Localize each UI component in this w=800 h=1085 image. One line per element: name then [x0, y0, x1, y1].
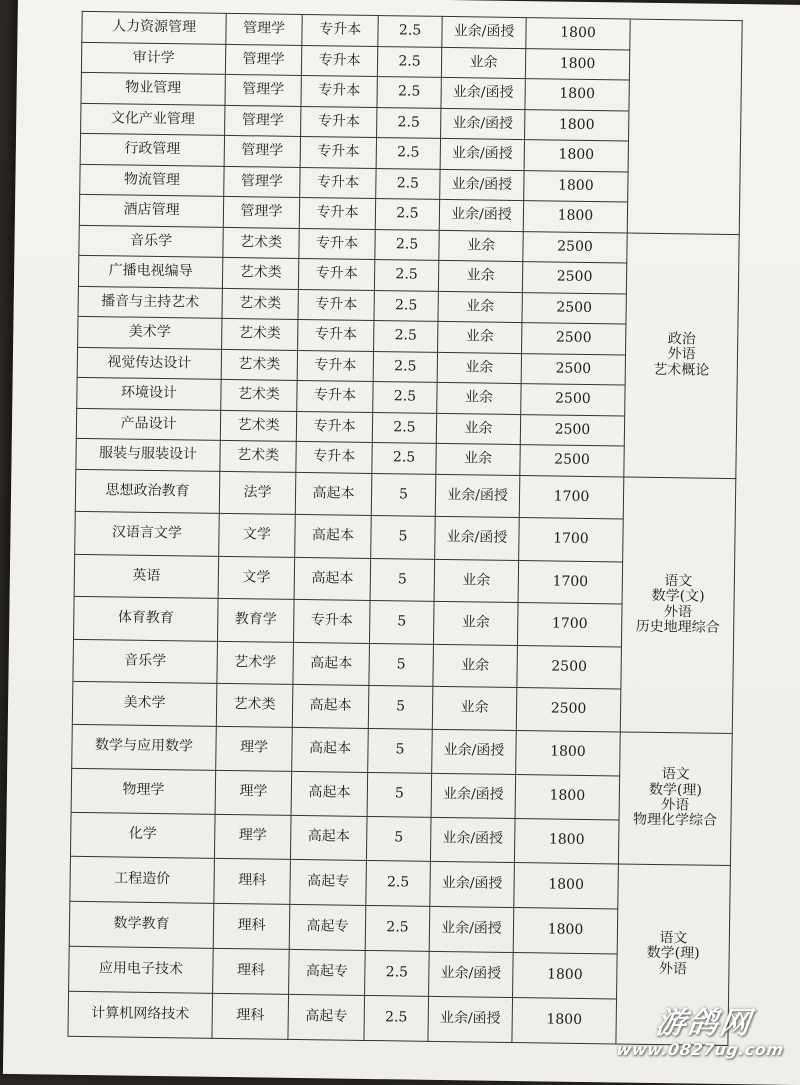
fee-cell: 2500: [517, 645, 622, 689]
exam-subject: 语文: [661, 766, 690, 783]
fee-cell: 2500: [516, 688, 621, 732]
mode-cell: 业余/函授: [440, 138, 524, 170]
years-cell: 2.5: [377, 77, 441, 108]
major-cell: 服装与服装设计: [76, 438, 220, 471]
category-cell: 理学: [216, 726, 293, 771]
fee-cell: 2500: [522, 262, 626, 294]
mode-cell: 业余/函授: [435, 474, 520, 518]
exam-subjects-cell: [618, 731, 732, 865]
major-cell: 化学: [70, 812, 215, 858]
fee-cell: 1700: [517, 603, 622, 647]
years-cell: 2.5: [374, 290, 438, 321]
years-cell: 5: [371, 515, 436, 558]
mode-cell: 业余: [433, 644, 518, 688]
years-cell: 2.5: [376, 168, 440, 199]
major-cell: 汉语言文学: [75, 511, 220, 556]
mode-cell: 业余/函授: [441, 77, 525, 109]
level-cell: 专升本: [301, 106, 377, 138]
level-cell: 高起本: [293, 642, 370, 686]
exam-subject: 物理化学综合: [632, 812, 718, 830]
exam-subject: 外语: [658, 960, 688, 978]
level-cell: 专升本: [297, 380, 373, 412]
enrollment-table: [67, 11, 742, 1046]
category-cell: 管理学: [223, 196, 299, 228]
fee-cell: 1700: [518, 560, 623, 604]
major-cell: 美术学: [72, 681, 217, 726]
mode-cell: 业余: [438, 260, 522, 292]
mode-cell: 业余/函授: [439, 199, 523, 231]
mode-cell: 业余: [439, 230, 523, 262]
fee-cell: 2500: [521, 353, 625, 385]
mode-cell: 业余/函授: [441, 108, 525, 140]
major-cell: 物业管理: [81, 72, 225, 105]
mode-cell: 业余: [433, 601, 518, 645]
mode-cell: 业余: [438, 321, 522, 353]
fee-cell: 1800: [523, 201, 627, 233]
fee-cell: 1700: [519, 475, 624, 519]
mode-cell: 业余/函授: [430, 861, 515, 907]
mode-cell: 业余: [437, 382, 521, 414]
level-cell: 专升本: [293, 599, 370, 643]
exam-subject: 外语: [661, 797, 690, 814]
years-cell: 5: [368, 728, 433, 773]
major-cell: 应用电子技术: [69, 946, 214, 993]
level-cell: 高起本: [292, 684, 369, 728]
category-cell: 艺术类: [223, 227, 299, 259]
category-cell: 管理学: [225, 44, 301, 76]
level-cell: 高起本: [295, 472, 372, 516]
level-cell: 高起本: [292, 727, 369, 772]
mode-cell: 业余: [437, 352, 521, 384]
level-cell: 专升本: [298, 258, 374, 290]
category-cell: 理学: [215, 770, 292, 815]
exam-subject: 数学(文): [651, 588, 705, 605]
major-cell: 物理学: [71, 768, 216, 814]
category-cell: 艺术类: [220, 410, 296, 442]
mode-cell: 业余/函授: [429, 951, 514, 997]
mode-cell: 业余: [434, 559, 519, 603]
category-cell: 理科: [213, 948, 290, 994]
fee-cell: 1800: [525, 79, 629, 111]
years-cell: 2.5: [373, 381, 437, 412]
major-cell: 物流管理: [80, 164, 224, 197]
years-cell: 2.5: [375, 199, 439, 230]
level-cell: 专升本: [296, 441, 372, 473]
level-cell: 专升本: [301, 75, 377, 107]
fee-cell: 2500: [522, 323, 626, 355]
years-cell: 2.5: [366, 860, 431, 906]
mode-cell: 业余: [436, 413, 520, 445]
major-cell: 音乐学: [73, 639, 218, 684]
mode-cell: 业余/函授: [429, 906, 514, 952]
level-cell: 专升本: [302, 14, 378, 46]
category-cell: 管理学: [225, 74, 301, 106]
fee-cell: 2500: [522, 292, 626, 324]
watermark-url: www.0827ug.com: [615, 1040, 786, 1059]
years-cell: 5: [367, 772, 432, 817]
level-cell: 专升本: [301, 45, 377, 77]
watermark: [615, 1007, 789, 1059]
years-cell: 2.5: [377, 107, 441, 138]
level-cell: 专升本: [299, 228, 375, 260]
category-cell: 理学: [214, 814, 291, 859]
level-cell: 高起本: [295, 514, 372, 558]
years-cell: 5: [368, 685, 433, 728]
fee-cell: 1800: [513, 952, 618, 998]
fee-cell: 2500: [523, 231, 627, 263]
years-cell: 2.5: [374, 321, 438, 352]
level-cell: 高起本: [294, 557, 371, 601]
years-cell: 2.5: [365, 950, 430, 996]
document-paper: [3, 0, 800, 1085]
level-cell: 专升本: [299, 197, 375, 229]
mode-cell: 业余/函授: [440, 169, 524, 201]
exam-subject: 语文: [659, 929, 688, 947]
category-cell: 管理学: [224, 166, 300, 198]
fee-cell: 1800: [525, 109, 629, 141]
fee-cell: 1800: [524, 170, 628, 202]
years-cell: 2.5: [364, 995, 429, 1041]
fee-cell: 2500: [520, 445, 624, 477]
years-cell: 5: [366, 816, 431, 861]
exam-subject: 政治: [667, 331, 696, 348]
mode-cell: 业余: [441, 47, 525, 79]
exam-subject: 语文: [664, 572, 693, 590]
category-cell: 艺术类: [222, 257, 298, 289]
category-cell: 教育学: [217, 598, 294, 642]
major-cell: 工程造价: [70, 856, 215, 903]
major-cell: 产品设计: [76, 408, 220, 441]
level-cell: 高起专: [290, 859, 367, 905]
category-cell: 艺术类: [220, 440, 296, 472]
category-cell: 理科: [212, 993, 289, 1039]
category-cell: 管理学: [226, 13, 302, 45]
level-cell: 高起专: [289, 949, 366, 995]
exam-subject: 外语: [663, 603, 693, 620]
fee-cell: 1700: [519, 518, 624, 562]
major-cell: 审计学: [81, 42, 225, 75]
category-cell: 艺术类: [216, 683, 293, 727]
fee-cell: 1800: [525, 48, 629, 80]
level-cell: 专升本: [300, 136, 376, 168]
years-cell: 2.5: [372, 442, 436, 473]
years-cell: 2.5: [378, 16, 442, 47]
level-cell: 专升本: [296, 411, 372, 443]
mode-cell: 业余/函授: [432, 729, 517, 774]
category-cell: 艺术类: [221, 349, 297, 381]
major-cell: 酒店管理: [79, 194, 223, 227]
mode-cell: 业余/函授: [430, 817, 515, 862]
years-cell: 5: [369, 600, 434, 643]
years-cell: 5: [371, 473, 436, 516]
major-cell: 英语: [74, 554, 219, 599]
exam-subject: 历史地理综合: [635, 618, 720, 636]
years-cell: 2.5: [376, 138, 440, 169]
exam-subject: 艺术概论: [653, 361, 710, 379]
category-cell: 管理学: [225, 105, 301, 137]
exam-subjects-cell: [624, 233, 739, 479]
exam-subject: 数学(理): [648, 781, 703, 799]
fee-cell: 1800: [512, 997, 617, 1043]
mode-cell: 业余/函授: [428, 996, 513, 1042]
mode-cell: 业余: [432, 686, 517, 730]
level-cell: 高起专: [289, 904, 366, 950]
years-cell: 5: [369, 643, 434, 686]
fee-cell: 1800: [514, 862, 619, 908]
level-cell: 专升本: [300, 167, 376, 199]
years-cell: 5: [370, 558, 435, 601]
exam-subject: 数学(理): [646, 945, 700, 962]
years-cell: 2.5: [377, 46, 441, 77]
category-cell: 艺术学: [217, 641, 294, 685]
fee-cell: 1800: [515, 774, 620, 819]
watermark-logo: 游鸽网: [653, 1006, 755, 1041]
major-cell: 环境设计: [77, 377, 221, 410]
exam-subject: 外语: [667, 346, 696, 363]
level-cell: 专升本: [298, 289, 374, 321]
fee-cell: 1800: [514, 818, 619, 863]
mode-cell: 业余: [438, 291, 522, 323]
major-cell: 行政管理: [80, 133, 224, 166]
category-cell: 文学: [219, 513, 296, 557]
years-cell: 2.5: [372, 412, 436, 443]
mode-cell: 业余/函授: [442, 16, 526, 48]
category-cell: 管理学: [224, 135, 300, 167]
years-cell: 2.5: [375, 229, 439, 260]
category-cell: 艺术类: [222, 318, 298, 350]
years-cell: 2.5: [374, 260, 438, 291]
major-cell: 思想政治教育: [75, 469, 220, 514]
exam-subjects-cell: [627, 19, 742, 234]
major-cell: 视觉传达设计: [77, 347, 221, 380]
fee-cell: 1800: [526, 18, 630, 50]
category-cell: 理科: [214, 858, 291, 904]
fee-cell: 2500: [521, 384, 625, 416]
category-cell: 艺术类: [221, 379, 297, 411]
major-cell: 音乐学: [79, 225, 223, 258]
major-cell: 广播电视编导: [78, 255, 222, 288]
fee-cell: 1800: [516, 730, 621, 775]
level-cell: 高起本: [290, 815, 367, 860]
level-cell: 专升本: [297, 350, 373, 382]
major-cell: 播音与主持艺术: [78, 286, 222, 319]
level-cell: 高起专: [288, 994, 365, 1040]
major-cell: 美术学: [78, 316, 222, 349]
fee-cell: 1800: [513, 907, 618, 953]
major-cell: 数学教育: [69, 901, 214, 948]
major-cell: 人力资源管理: [82, 11, 226, 44]
mode-cell: 业余: [436, 443, 520, 475]
major-cell: 计算机网络技术: [68, 991, 213, 1038]
level-cell: 高起本: [291, 771, 368, 816]
category-cell: 艺术类: [222, 288, 298, 320]
years-cell: 2.5: [373, 351, 437, 382]
mode-cell: 业余/函授: [431, 773, 516, 818]
category-cell: 文学: [218, 556, 295, 600]
exam-subjects-cell: [620, 477, 736, 734]
fee-cell: 1800: [524, 140, 628, 172]
level-cell: 专升本: [298, 319, 374, 351]
major-cell: 文化产业管理: [81, 103, 225, 136]
major-cell: 体育教育: [74, 596, 219, 641]
major-cell: 数学与应用数学: [72, 724, 217, 770]
category-cell: 法学: [219, 471, 296, 515]
years-cell: 2.5: [365, 905, 430, 951]
mode-cell: 业余/函授: [435, 516, 520, 560]
table-body: [68, 11, 742, 1045]
category-cell: 理科: [213, 903, 290, 949]
fee-cell: 2500: [520, 414, 624, 446]
